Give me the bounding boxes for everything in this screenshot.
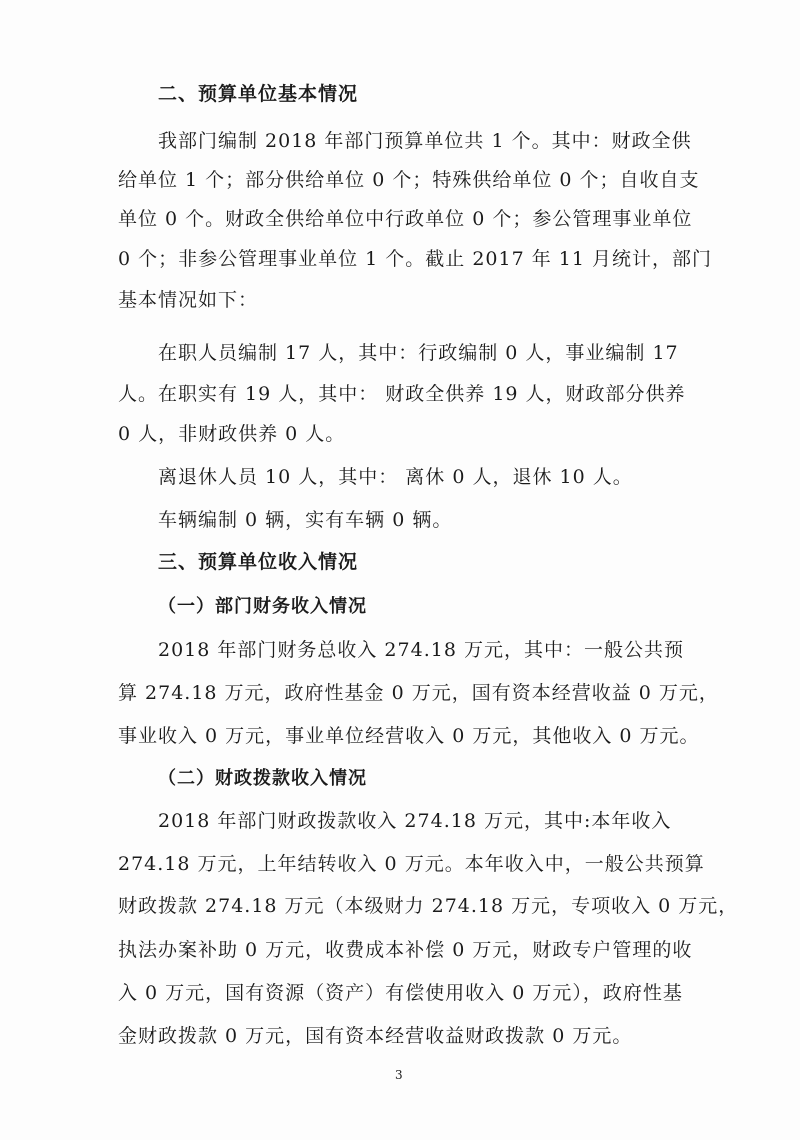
paragraph-line: 执法办案补助 0 万元，收费成本补偿 0 万元，财政专户管理的收 bbox=[118, 939, 693, 961]
paragraph-line: 2018 年部门财务总收入 274.18 万元，其中：一般公共预 bbox=[158, 639, 684, 661]
paragraph-line: 在职人员编制 17 人，其中：行政编制 0 人，事业编制 17 bbox=[158, 342, 679, 364]
paragraph-line: 0 人，非财政供养 0 人。 bbox=[118, 423, 346, 445]
paragraph-line: 274.18 万元，上年结转收入 0 万元。本年收入中，一般公共预算 bbox=[118, 853, 705, 875]
paragraph-line: 财政拨款 274.18 万元（本级财力 274.18 万元，专项收入 0 万元， bbox=[118, 895, 739, 917]
subsection-heading-finance-income: （一）部门财务收入情况 bbox=[158, 596, 367, 617]
paragraph-line: 金财政拨款 0 万元，国有资本经营收益财政拨款 0 万元。 bbox=[118, 1025, 633, 1047]
page-number: 3 bbox=[395, 1068, 403, 1082]
paragraph-line: 单位 0 个。财政全供给单位中行政单位 0 个；参公管理事业单位 bbox=[118, 208, 693, 230]
paragraph-line: 入 0 万元，国有资源（资产）有偿使用收入 0 万元），政府性基 bbox=[118, 982, 683, 1004]
paragraph-line: 2018 年部门财政拨款收入 274.18 万元，其中:本年收入 bbox=[158, 810, 672, 832]
paragraph-line: 0 个；非参公管理事业单位 1 个。截止 2017 年 11 月统计，部门 bbox=[118, 248, 712, 270]
paragraph-retirees: 离退休人员 10 人，其中： 离休 0 人，退休 10 人。 bbox=[158, 466, 633, 488]
paragraph-vehicles: 车辆编制 0 辆，实有车辆 0 辆。 bbox=[158, 509, 453, 531]
paragraph-line: 我部门编制 2018 年部门预算单位共 1 个。其中：财政全供 bbox=[158, 130, 692, 152]
paragraph-line: 人。在职实有 19 人，其中： 财政全供养 19 人，财政部分供养 bbox=[118, 383, 686, 405]
paragraph-line: 事业收入 0 万元，事业单位经营收入 0 万元，其他收入 0 万元。 bbox=[118, 725, 700, 747]
paragraph-line: 算 274.18 万元，政府性基金 0 万元，国有资本经营收益 0 万元， bbox=[118, 682, 719, 704]
subsection-heading-appropriation-income: （二）财政拨款收入情况 bbox=[158, 768, 367, 789]
section-heading-basic-info: 二、预算单位基本情况 bbox=[158, 83, 359, 105]
paragraph-line: 基本情况如下： bbox=[118, 289, 259, 311]
paragraph-line: 给单位 1 个；部分供给单位 0 个；特殊供给单位 0 个；自收自支 bbox=[118, 169, 700, 191]
section-heading-income: 三、预算单位收入情况 bbox=[158, 551, 359, 573]
